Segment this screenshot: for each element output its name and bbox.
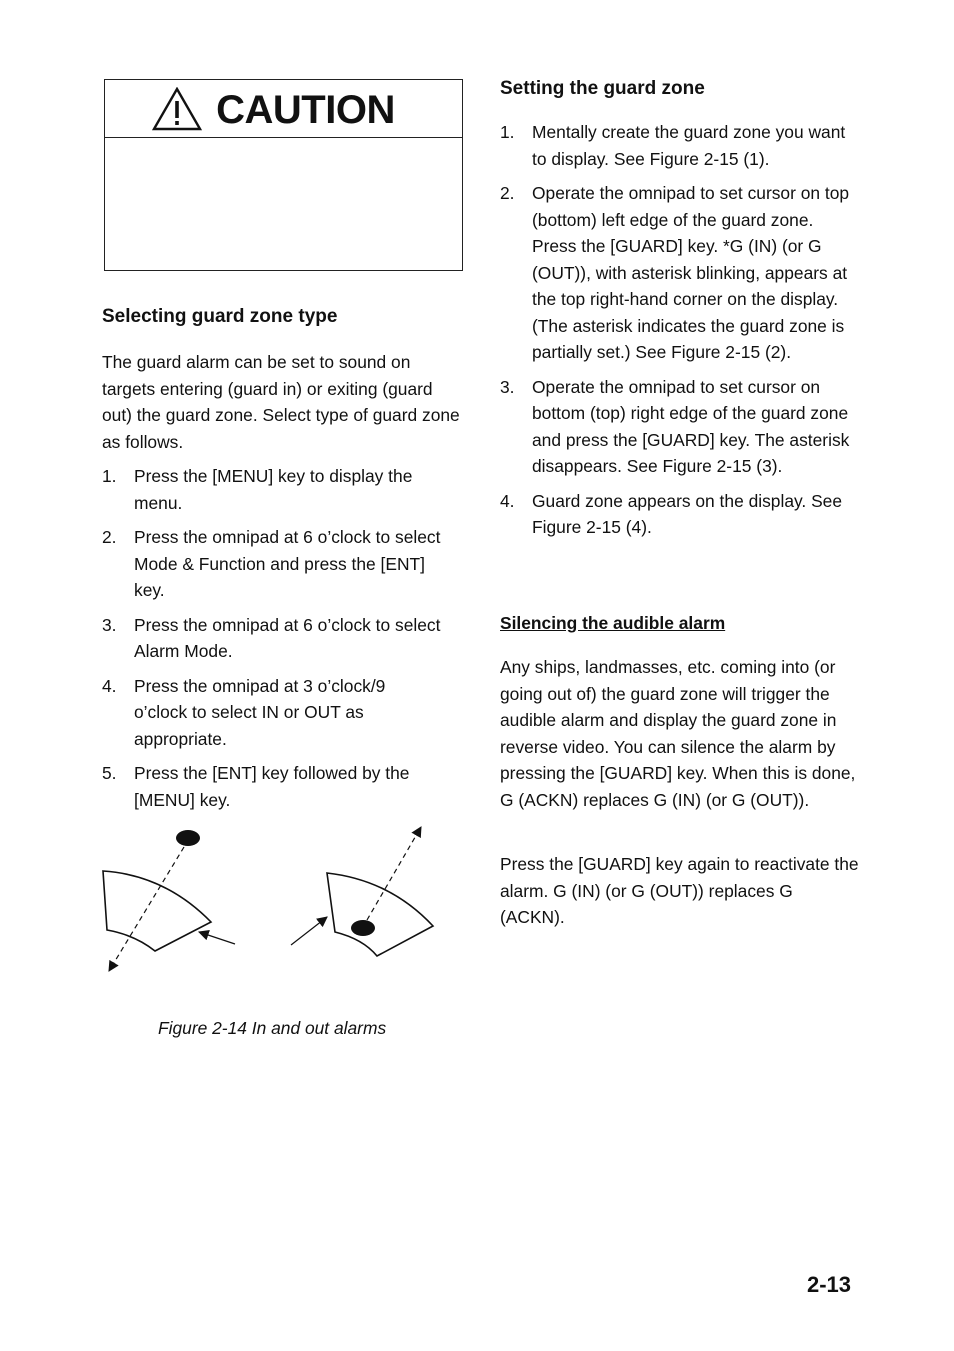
list-item: 1. Press the [MENU] key to display the menu. xyxy=(102,466,413,513)
caution-box xyxy=(104,79,463,271)
list-item: 1. Mentally create the guard zone you want to display. See Figure 2-15 (1). xyxy=(500,122,846,169)
left-intro: The guard alarm can be set to sound on targets entering (guard in) or exiting (guard out) the guard zone. Select type of guard zone as follows. xyxy=(102,352,460,452)
list-item: 2. Press the omnipad at 6 o’clock to select Mode & Function and press the [ENT] key. xyxy=(102,527,441,600)
caution-header xyxy=(105,80,462,138)
in-out-alarms-figure xyxy=(95,820,445,985)
silencing-para-2: Press the [GUARD] key again to reactivate the alarm. G (IN) (or G (OUT)) replaces G (ACKN). xyxy=(500,854,859,927)
guard-out-diagram xyxy=(291,827,433,956)
guard-in-diagram xyxy=(103,830,235,971)
list-item: 3. Press the omnipad at 6 o’clock to select Alarm Mode. xyxy=(102,614,441,661)
list-item: 4. Press the omnipad at 3 o’clock/9 o’clock to select IN or OUT as appropriate. xyxy=(102,675,386,749)
caution-title: CAUTION xyxy=(216,87,395,132)
target-blob xyxy=(176,830,200,846)
silencing-para-1: Any ships, landmasses, etc. coming into (or going out of) the guard zone will trigger the audible alarm and display the guard zone in reverse video. You can silence the alarm by pressing the [GUARD] key. When this is done, G (ACKN) replaces G (IN) (or G (OUT)). xyxy=(500,657,856,810)
list-item: 3. Operate the omnipad to set cursor on bottom (top) right edge of the guard zone and press the [GUARD] key. The asterisk disappears. See Figure 2-15 (3). xyxy=(500,376,850,476)
page-number: 2-13 xyxy=(807,1272,852,1297)
left-heading: Selecting guard zone type xyxy=(102,306,338,327)
figure-caption: Figure 2-14 In and out alarms xyxy=(158,1018,387,1038)
list-item: 5. Press the [ENT] key followed by the [MENU] key. xyxy=(102,763,410,810)
left-steps xyxy=(102,463,442,813)
target-blob xyxy=(351,920,375,936)
right-steps xyxy=(500,119,862,541)
silencing-subheading: Silencing the audible alarm xyxy=(500,613,726,633)
list-item: 4. Guard zone appears on the display. See Figure 2-15 (4). xyxy=(500,490,843,537)
warning-triangle-icon xyxy=(152,87,202,131)
list-item: 2. Operate the omnipad to set cursor on top (bottom) left edge of the guard zone. Press the [GUARD] key. *G (IN) (or G (OUT)), with asterisk blinking, appears at the top right-hand corner on the display. (The asterisk indicates the guard zone is partially set.) See Figure 2-15 (2). xyxy=(500,183,850,362)
right-heading: Setting the guard zone xyxy=(500,78,705,99)
